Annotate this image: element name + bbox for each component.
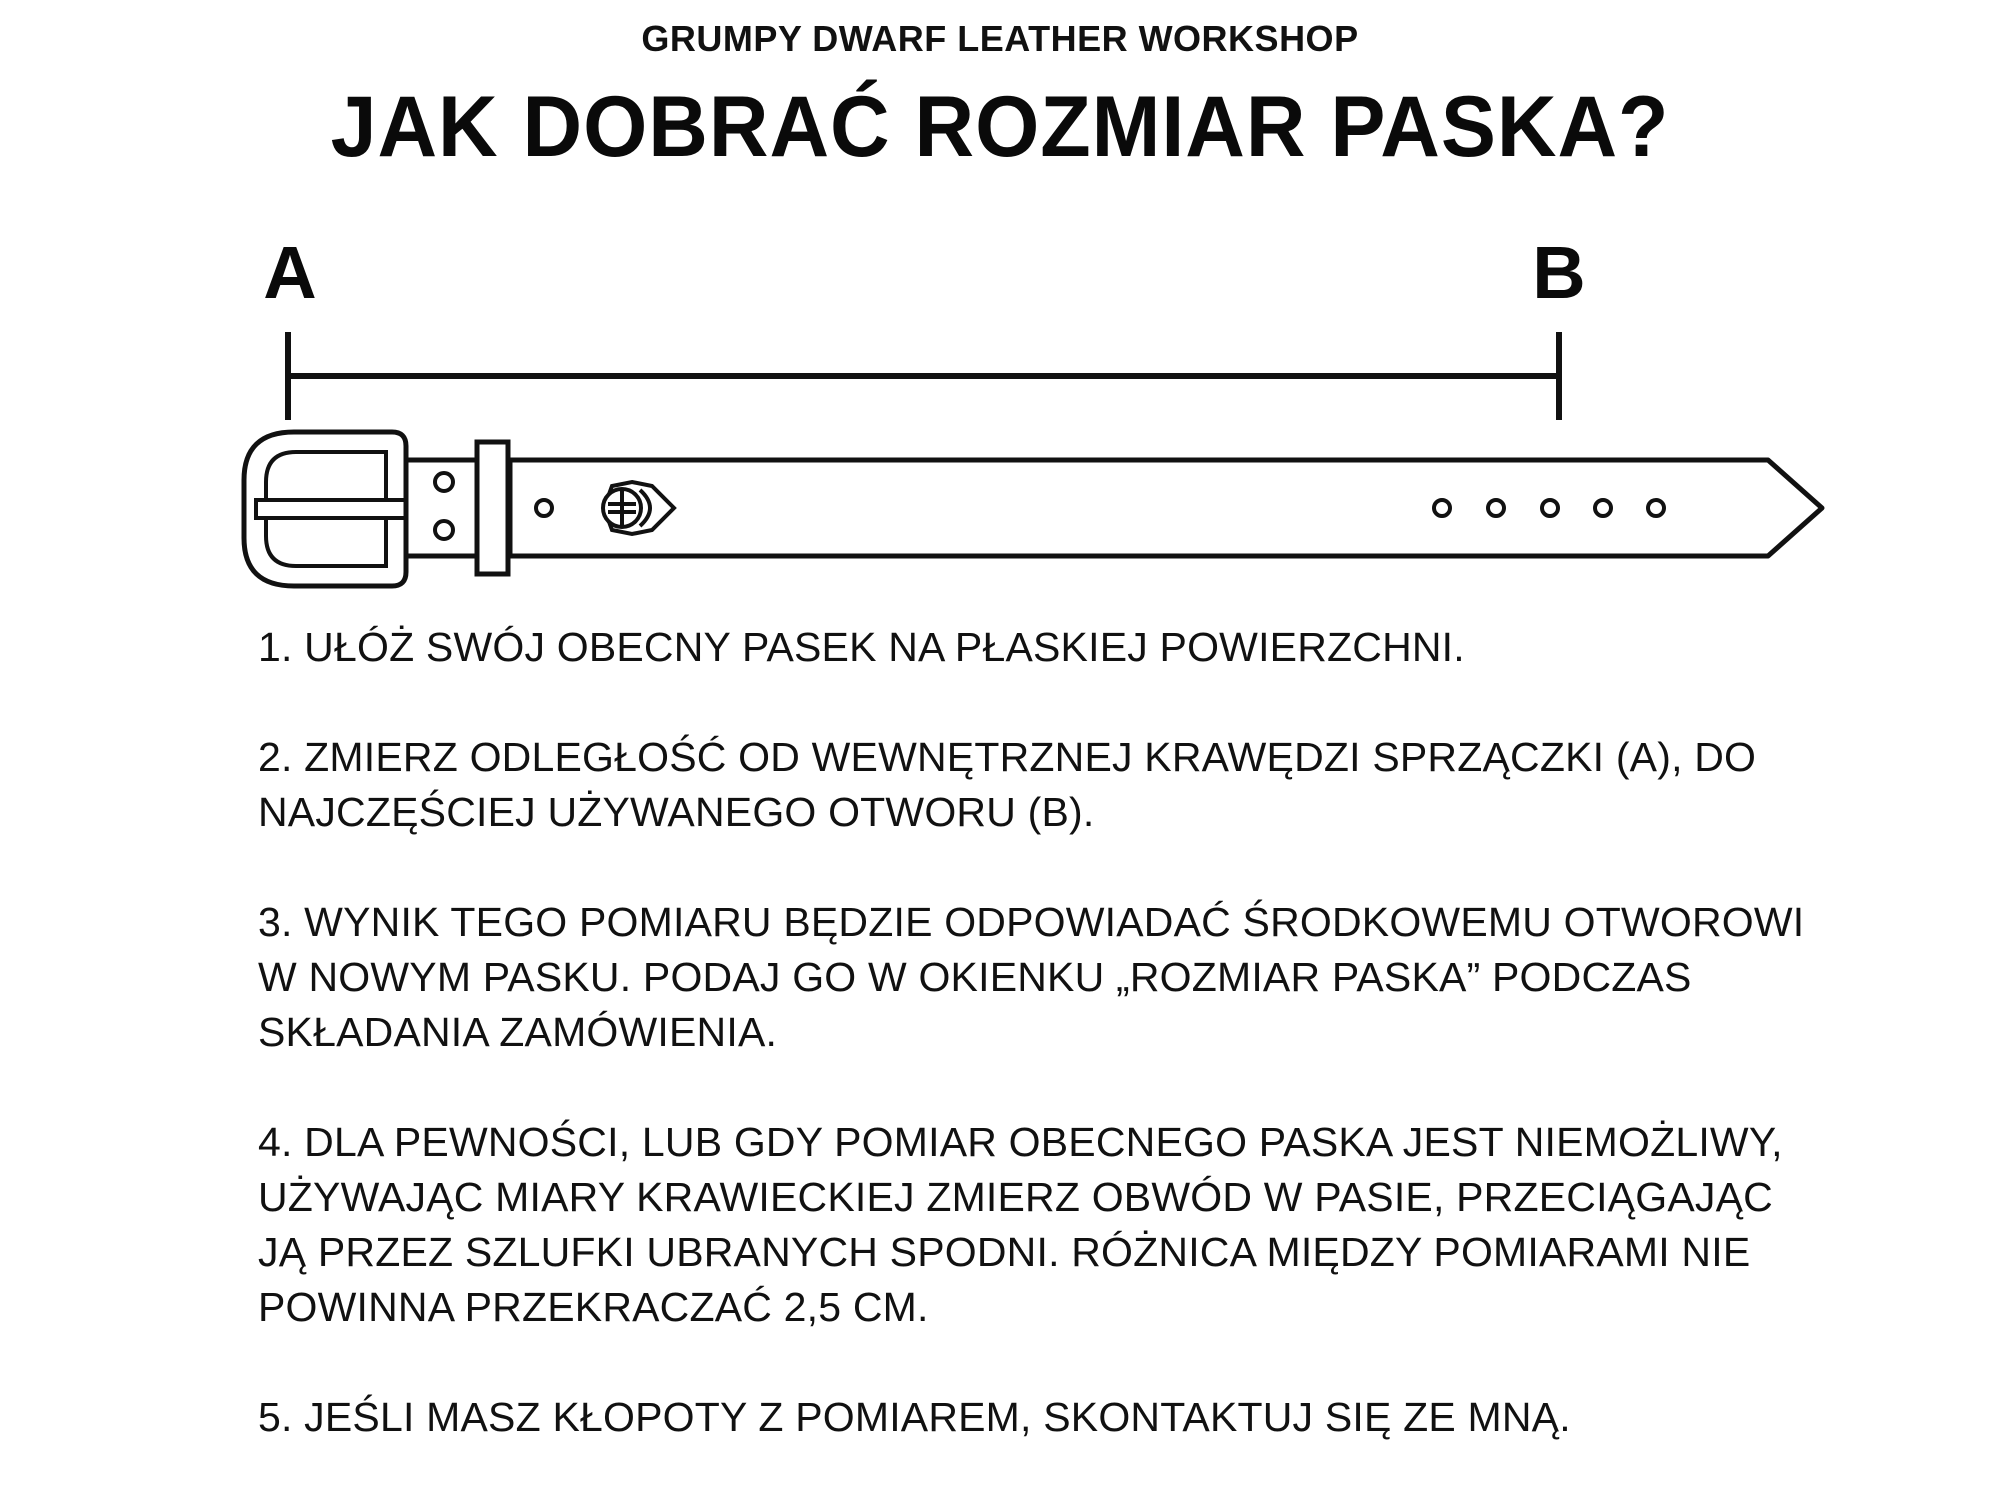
belt-hole-icon — [1542, 500, 1558, 516]
marker-a-label: A — [263, 231, 317, 314]
instruction-step-3: 3. WYNIK TEGO POMIARU BĘDZIE ODPOWIADAĆ ŚRODKOWEMU OTWOROWI W NOWYM PASKU. PODAJ GO W OKIENKU „ROZMIAR PASKA” PODCZAS SKŁADANIA ZAMÓWIENIA. — [258, 899, 1805, 1055]
instructions-list — [258, 620, 1818, 1500]
marker-b-label: B — [1532, 231, 1586, 314]
belt-diagram-svg — [0, 220, 2000, 600]
belt-hole-icon — [435, 521, 453, 539]
instruction-step-5: 5. JEŚLI MASZ KŁOPOTY Z POMIAREM, SKONTAKTUJ SIĘ ZE MNĄ. — [258, 1394, 1571, 1440]
instruction-step-4: 4. DLA PEWNOŚCI, LUB GDY POMIAR OBECNEGO PASKA JEST NIEMOŻLIWY, UŻYWAJĄC MIARY KRAWIECKIEJ ZMIERZ OBWÓD W PASIE, PRZECIĄGAJĄC JĄ PRZEZ SZLUFKI UBRANYCH SPODNI. RÓŻNICA MIĘDZY POMIARAMI NIE POWINNA PRZEKRACZAĆ 2,5 CM. — [258, 1119, 1783, 1330]
belt-buckle-icon — [244, 432, 409, 586]
belt-hole-icon — [435, 473, 453, 491]
measurement-line — [288, 332, 1559, 420]
page-title: JAK DOBRAĆ ROZMIAR PASKA? — [330, 79, 1670, 175]
belt-diagram — [0, 220, 2000, 600]
belt-hole-icon — [1648, 500, 1664, 516]
belt-hole-icon — [1595, 500, 1611, 516]
instruction-step-1: 1. UŁÓŻ SWÓJ OBECNY PASEK NA PŁASKIEJ POWIERZCHNI. — [258, 624, 1465, 670]
belt-hole-icon — [1434, 500, 1450, 516]
brand-name: GRUMPY DWARF LEATHER WORKSHOP — [641, 18, 1359, 59]
belt-hole-icon — [1488, 500, 1504, 516]
instruction-step-2: 2. ZMIERZ ODLEGŁOŚĆ OD WEWNĘTRZNEJ KRAWĘDZI SPRZĄCZKI (A), DO NAJCZĘŚCIEJ UŻYWANEGO OTWORU (B). — [258, 734, 1757, 835]
belt-strap — [510, 460, 1822, 556]
belt-hole-icon — [536, 500, 552, 516]
belt-loop-icon — [477, 442, 508, 574]
